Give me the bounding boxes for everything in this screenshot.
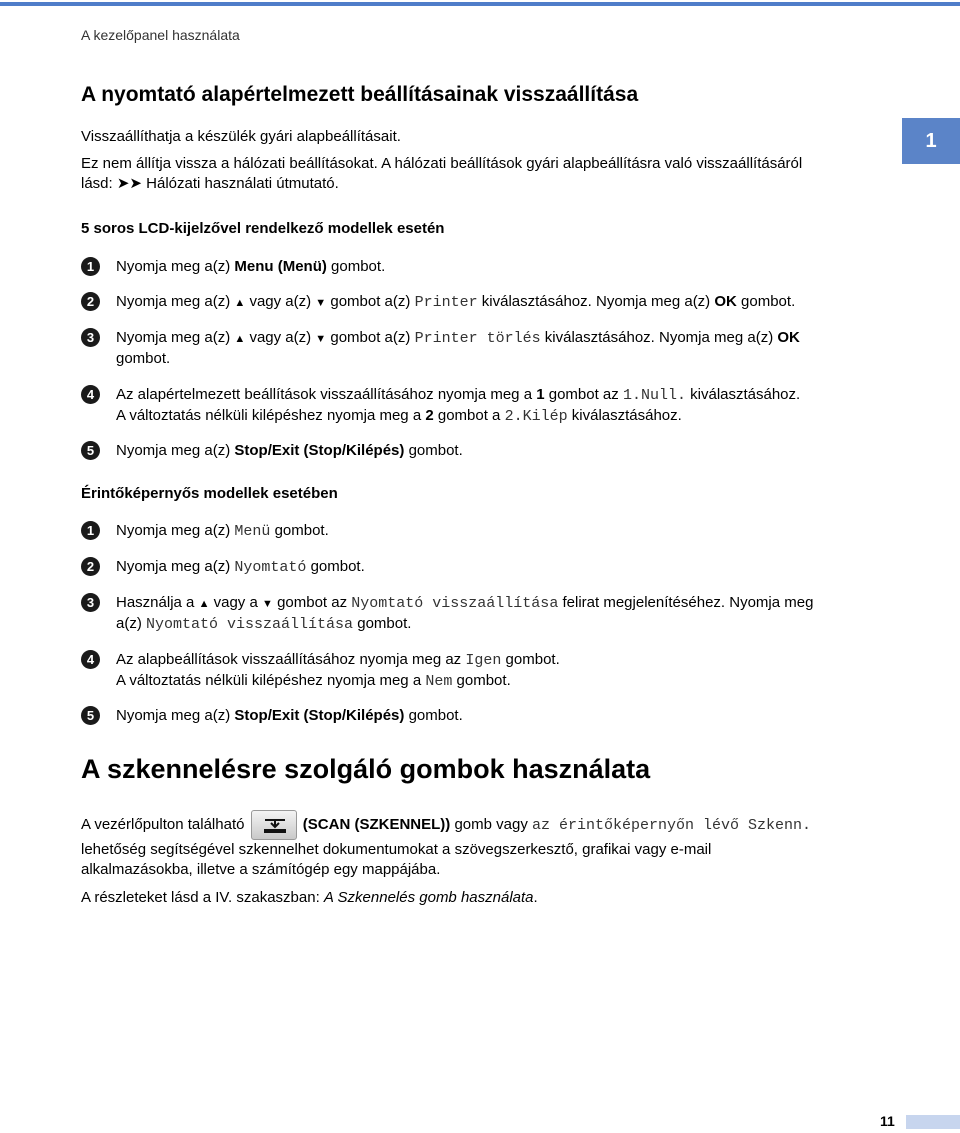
subheading-lcd: 5 soros LCD-kijelzővel rendelkező modellek esetén [81,220,445,237]
step-number: 4 [81,650,100,669]
scan-paragraph-line-3: alkalmazásokba, illetve a számítógép egy mappájába. [81,861,441,878]
section-title-scan: A szkennelésre szolgáló gombok használata [81,754,651,784]
lcd-step-3: 3 Nyomja meg a(z) ▲ vagy a(z) ▼ gombot a(z) Printer törlés kiválasztásához. Nyomja meg a(z) OK gombot. [81,328,901,369]
lcd-step-2: 2 Nyomja meg a(z) ▲ vagy a(z) ▼ gombot a(z) Printer kiválasztásához. Nyomja meg a(z) OK gombot. [81,292,901,313]
top-rule [0,2,960,6]
down-arrow-icon: ▼ [315,333,327,345]
intro-line-3: lásd: ➤➤ Hálózati használati útmutató. [81,175,339,192]
step-number: 3 [81,593,100,612]
page-number: 11 [880,1113,895,1129]
scan-reference: A részleteket lásd a IV. szakaszban: A Szkennelés gomb használata. [81,889,538,906]
step-number: 2 [81,557,100,576]
step-number: 1 [81,521,100,540]
double-arrow-icon: ➤➤ [116,175,142,192]
up-arrow-icon: ▲ [198,598,210,610]
scan-key-icon [251,810,297,840]
step-number: 2 [81,292,100,311]
step-number: 3 [81,328,100,347]
lcd-step-5: 5 Nyomja meg a(z) Stop/Exit (Stop/Kilépés) gombot. [81,441,901,461]
step-number: 5 [81,706,100,725]
step-number: 5 [81,441,100,460]
footer-bar [906,1115,960,1129]
lcd-step-4: 4 Az alapértelmezett beállítások visszaállításához nyomja meg a 1 gombot az 1.Null. kiválasztásához. A változtatás nélküli kilépéshez nyomja meg a 2 gombot a 2.Kilép kiválasztásához. [81,385,901,427]
touch-step-5: 5 Nyomja meg a(z) Stop/Exit (Stop/Kilépés) gombot. [81,706,901,726]
up-arrow-icon: ▲ [234,333,246,345]
touch-step-3: 3 Használja a ▲ vagy a ▼ gombot az Nyomtató visszaállítása felirat megjelenítéséhez. Nyomja meg a(z) Nyomtató visszaállítása gombot. [81,593,901,635]
scan-paragraph-line-2: lehetőség segítségével szkennelhet dokumentumokat a szövegszerkesztő, grafikai vagy e-mail [81,841,712,858]
up-arrow-icon: ▲ [234,297,246,309]
intro-line-2: Ez nem állítja vissza a hálózati beállításokat. A hálózati beállítások gyári alapbeállításra való visszaállításáról [81,155,803,172]
down-arrow-icon: ▼ [315,297,327,309]
lcd-step-1: 1 Nyomja meg a(z) Menu (Menü) gombot. [81,257,901,277]
step-number: 1 [81,257,100,276]
step-number: 4 [81,385,100,404]
running-header: A kezelőpanel használata [81,27,240,43]
chapter-tab: 1 [902,118,960,164]
scan-paragraph-line-1: A vezérlőpulton található (SCAN (SZKENNEL)) gomb vagy az érintőképernyőn lévő Szkenn. [81,808,901,843]
intro-line-1: Visszaállíthatja a készülék gyári alapbeállításait. [81,128,401,145]
subheading-touchscreen: Érintőképernyős modellek esetében [81,485,338,502]
section-title-reset: A nyomtató alapértelmezett beállításainak visszaállítása [81,83,639,106]
down-arrow-icon: ▼ [262,598,273,610]
touch-step-2: 2 Nyomja meg a(z) Nyomtató gombot. [81,557,901,578]
touch-step-4: 4 Az alapbeállítások visszaállításához nyomja meg az Igen gombot. A változtatás nélküli kilépéshez nyomja meg a Nem gombot. [81,650,901,692]
touch-step-1: 1 Nyomja meg a(z) Menü gombot. [81,521,901,542]
